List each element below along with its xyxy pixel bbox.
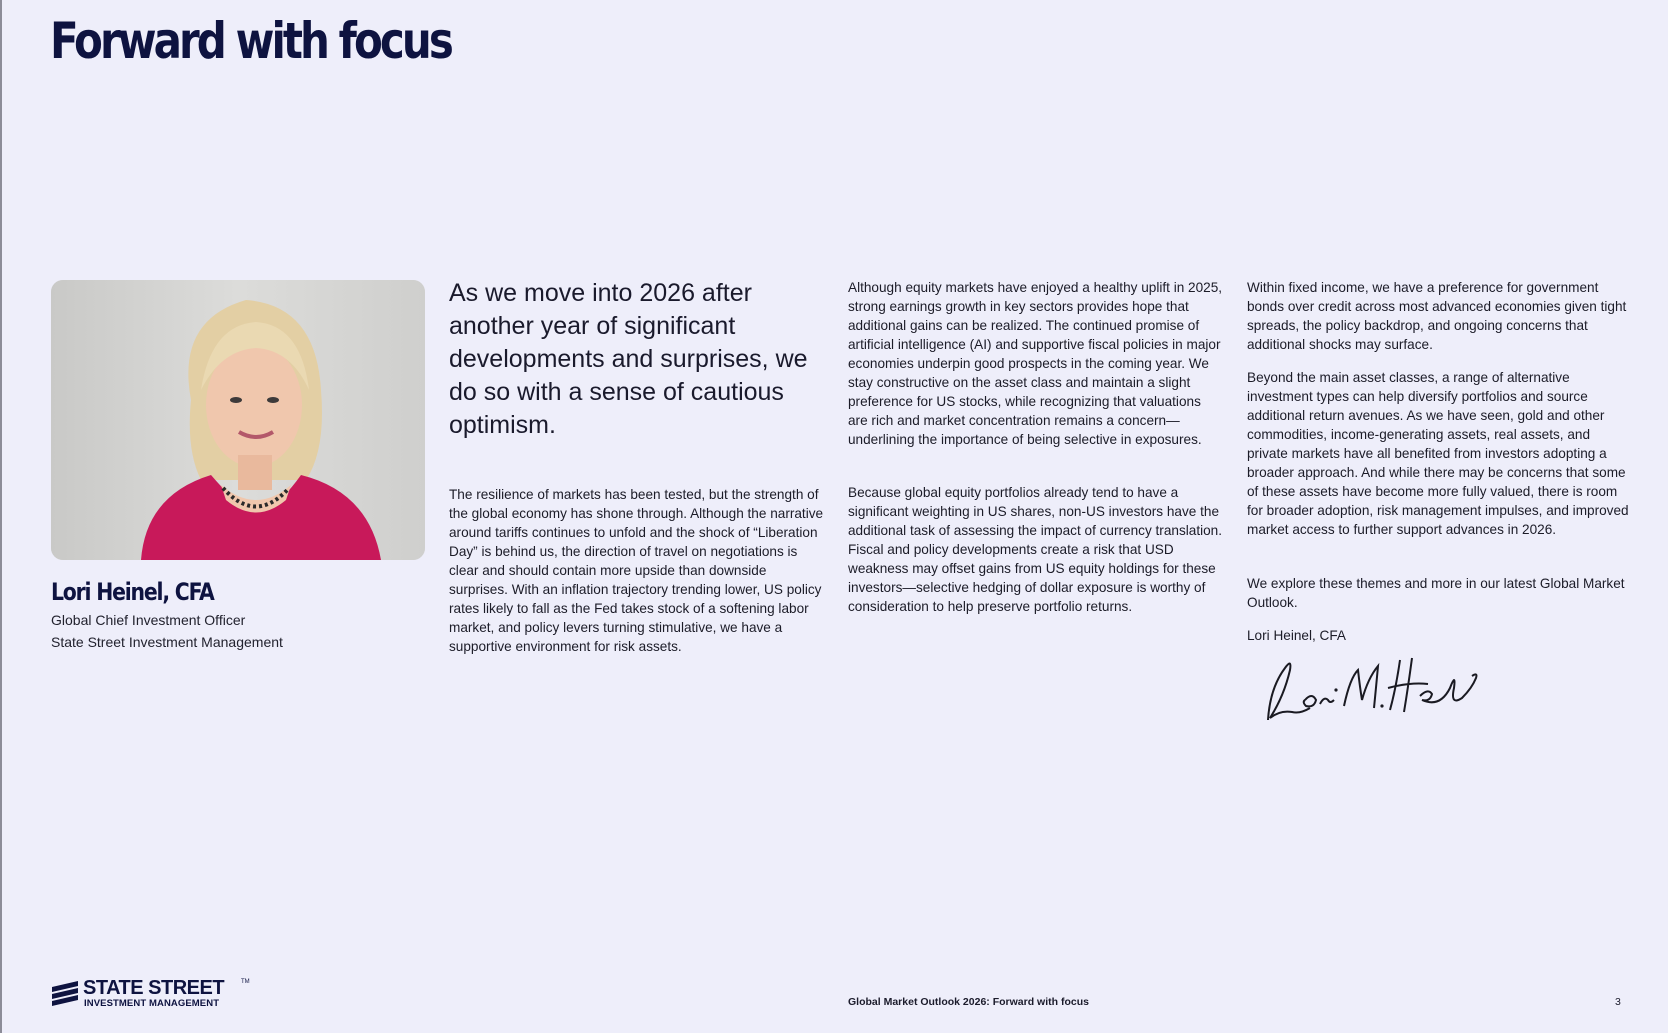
brand-logo bbox=[50, 978, 250, 1010]
column3-paragraph: Beyond the main asset classes, a range of alternative investment types can help diversify portfolios and source additional return avenues. As we have seen, gold and other commodities, income-generating assets, real assets, and private markets have all benefited from investors adopting a broader approach. And while there may be concerns that some of these assets have become more fully valued, there is room for broader adoption, risk management impulses, and improved market access to further support advances in 2026. bbox=[1247, 370, 1629, 537]
author-name: Lori Heinel, CFA bbox=[51, 578, 214, 606]
page-number: 3 bbox=[1615, 996, 1621, 1008]
author-organization: State Street Investment Management bbox=[51, 634, 283, 650]
author-role: Global Chief Investment Officer bbox=[51, 612, 246, 628]
brand-subtitle: INVESTMENT MANAGEMENT bbox=[84, 998, 220, 1009]
column2-paragraph: Although equity markets have enjoyed a healthy uplift in 2025, strong earnings growth in key sectors provides hope that additional gains can be realized. The continued promise of artificial intelligence (AI) and supportive fiscal policies in major economies underpin good prospects in the coming year. We stay constructive on the asset class and maintain a slight preference for US stocks, while recognizing that valuations are rich and market concentration remains a concern—underlining the importance of being selective in exposures. bbox=[848, 280, 1223, 447]
sign-off-name: Lori Heinel, CFA bbox=[1247, 628, 1346, 643]
column1-paragraph: The resilience of markets has been tested, but the strength of the global economy has shone through. Although the narrative around tariffs continues to unfold and the shock of “Liberation Day” is behind us, the direction of travel on negotiations is clear and should contain more upside than downside surprises. With an inflation trajectory trending lower, US policy rates likely to fall as the Fed takes stock of a softening labor market, and policy levers turning stimulative, we have a supportive environment for risk assets. bbox=[449, 487, 824, 654]
page-left-border bbox=[0, 0, 2, 1033]
column3-paragraph: We explore these themes and more in our latest Global Market Outlook. bbox=[1247, 576, 1625, 610]
footer-title: Global Market Outlook 2026: Forward with focus bbox=[848, 996, 1089, 1008]
brand-name: STATE STREET bbox=[83, 977, 225, 999]
column2-paragraph: Because global equity portfolios already tend to have a significant weighting in US shares, non-US investors have the additional task of assessing the impact of currency translation. Fiscal and policy developments create a risk that USD weakness may offset gains from US equity holdings for these investors—selective hedging of dollar exposure is worthy of consideration to help preserve portfolio returns. bbox=[848, 485, 1223, 614]
state-street-logo-mark-icon bbox=[50, 979, 80, 1007]
page-title: Forward with focus bbox=[50, 12, 451, 70]
lead-statement: As we move into 2026 after another year of significant developments and surprises, we do so with a sense of cautious optimism. bbox=[449, 279, 808, 439]
handwritten-signature-icon bbox=[1250, 648, 1480, 728]
portrait-photo-icon bbox=[51, 280, 425, 560]
brand-trademark: TM bbox=[241, 979, 250, 985]
column3-paragraph: Within fixed income, we have a preference for government bonds over credit across most advanced economies given tight spreads, the policy backdrop, and ongoing concerns that additional shocks may surface. bbox=[1247, 280, 1627, 352]
author-photo bbox=[51, 280, 425, 560]
